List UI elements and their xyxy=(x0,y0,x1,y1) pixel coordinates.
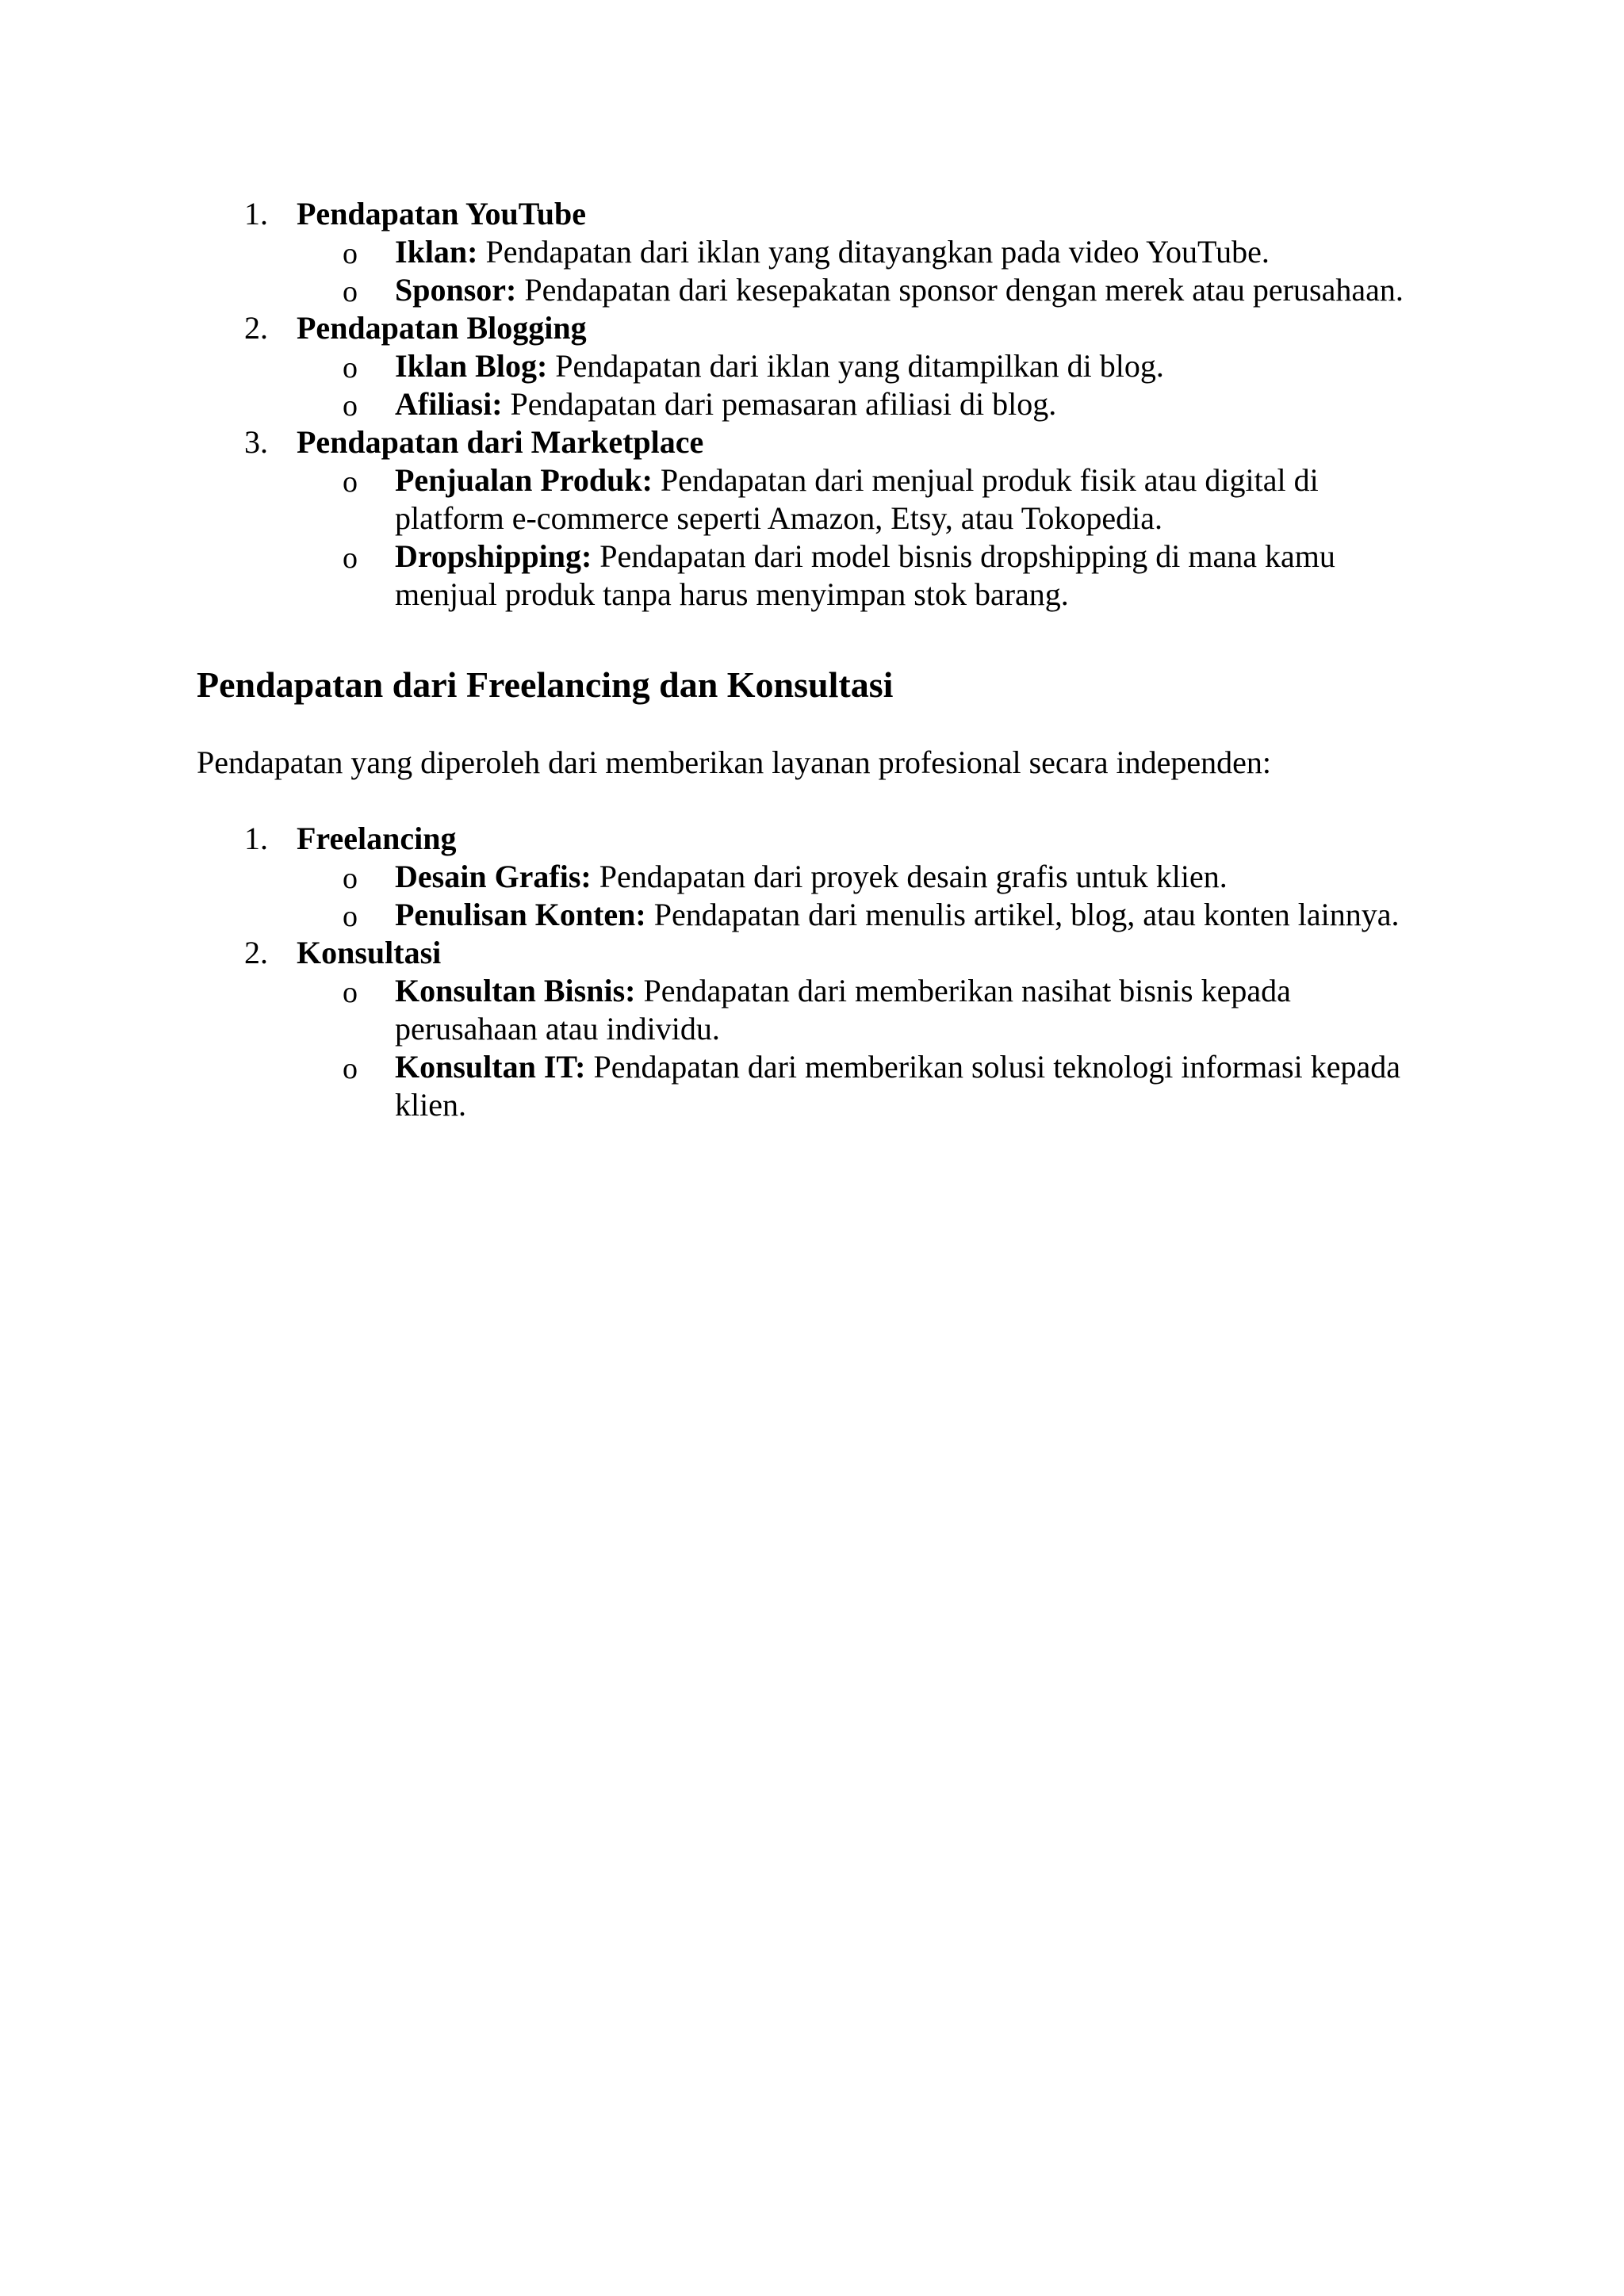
sub-item-text: Pendapatan dari memberikan nasihat bisnis kepada perusahaan atau individu. xyxy=(395,973,1291,1047)
sub-item-term: Dropshipping: xyxy=(395,538,592,574)
sub-item-term: Konsultan Bisnis: xyxy=(395,973,636,1008)
bullet-icon: o xyxy=(343,389,358,423)
sub-item-term: Penulisan Konten: xyxy=(395,897,646,932)
sub-list-item xyxy=(297,972,1426,1048)
list-item xyxy=(197,820,1434,934)
sub-list-item xyxy=(297,896,1426,934)
sub-item-text: Pendapatan dari pemasaran afiliasi di blog. xyxy=(510,386,1057,422)
sub-item-term: Sponsor: xyxy=(395,272,517,308)
sub-item-term: Iklan Blog: xyxy=(395,348,548,384)
sub-list xyxy=(297,858,1434,934)
list-item-title: Pendapatan YouTube xyxy=(297,196,586,232)
sub-item-text: Pendapatan dari menjual produk fisik atau digital di platform e-commerce seperti Amazon, Etsy, atau Tokopedia. xyxy=(395,462,1319,536)
bullet-icon: o xyxy=(343,541,358,575)
list-number: 1. xyxy=(244,821,268,856)
income-list-online xyxy=(197,195,1434,614)
list-number: 3. xyxy=(244,424,268,460)
bullet-icon: o xyxy=(343,351,358,385)
sub-list-item xyxy=(297,347,1426,385)
list-number: 2. xyxy=(244,310,268,346)
bullet-icon: o xyxy=(343,237,358,270)
bullet-icon: o xyxy=(343,976,358,1009)
document-content xyxy=(197,195,1434,1124)
list-item xyxy=(197,309,1434,423)
sub-item-text: Pendapatan dari menulis artikel, blog, atau konten lainnya. xyxy=(653,897,1400,932)
list-number: 1. xyxy=(244,196,268,232)
list-item-title: Pendapatan dari Marketplace xyxy=(297,424,704,460)
bullet-icon: o xyxy=(343,862,358,895)
list-number: 2. xyxy=(244,935,268,970)
sub-list-item xyxy=(297,858,1426,896)
sub-list-item xyxy=(297,538,1426,614)
list-item-title: Konsultasi xyxy=(297,935,442,970)
sub-item-text: Pendapatan dari iklan yang ditampilkan di blog. xyxy=(555,348,1164,384)
sub-item-term: Penjualan Produk: xyxy=(395,462,653,498)
list-item-title: Pendapatan Blogging xyxy=(297,310,587,346)
sub-item-text: Pendapatan dari memberikan solusi teknologi informasi kepada klien. xyxy=(395,1049,1400,1123)
list-item-title: Freelancing xyxy=(297,821,457,856)
bullet-icon: o xyxy=(343,1052,358,1085)
sub-list-item xyxy=(297,1048,1426,1124)
sub-item-term: Afiliasi: xyxy=(395,386,503,422)
sub-item-text: Pendapatan dari model bisnis dropshipping di mana kamu menjual produk tanpa harus menyimpan stok barang. xyxy=(395,538,1335,612)
list-item xyxy=(197,195,1434,309)
sub-list xyxy=(297,461,1434,614)
income-list-freelance xyxy=(197,820,1434,1124)
sub-item-text: Pendapatan dari iklan yang ditayangkan pada video YouTube. xyxy=(485,234,1270,270)
sub-list-item xyxy=(297,271,1426,309)
list-item xyxy=(197,934,1434,1124)
section-heading: Pendapatan dari Freelancing dan Konsultasi xyxy=(197,664,894,705)
bullet-icon: o xyxy=(343,465,358,499)
sub-item-term: Konsultan IT: xyxy=(395,1049,586,1085)
bullet-icon: o xyxy=(343,900,358,933)
sub-item-text: Pendapatan dari kesepakatan sponsor dengan merek atau perusahaan. xyxy=(524,272,1404,308)
list-item xyxy=(197,423,1434,614)
sub-item-text: Pendapatan dari proyek desain grafis untuk klien. xyxy=(599,859,1228,894)
sub-list xyxy=(297,233,1434,309)
sub-list xyxy=(297,347,1434,423)
section-intro: Pendapatan yang diperoleh dari memberikan layanan profesional secara independen: xyxy=(197,744,1271,780)
sub-list-item xyxy=(297,461,1426,538)
sub-item-term: Desain Grafis: xyxy=(395,859,592,894)
sub-list-item xyxy=(297,233,1426,271)
bullet-icon: o xyxy=(343,275,358,308)
sub-list xyxy=(297,972,1434,1124)
sub-list-item xyxy=(297,385,1426,423)
sub-item-term: Iklan: xyxy=(395,234,478,270)
